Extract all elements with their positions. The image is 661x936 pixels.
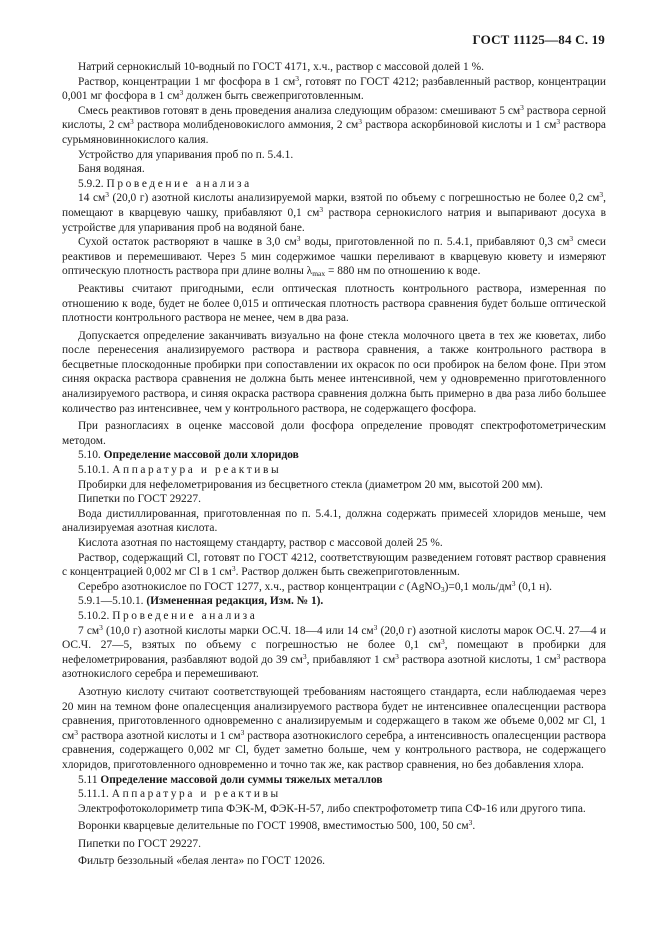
paragraph: Пипетки по ГОСТ 29227.: [78, 493, 201, 506]
paragraph: Реактивы считают пригодными, если оптическая плотность контрольного раствора, измеренная по отношению к воде, будет не более 0,015 и оптическая плотность раствора сравнения будет больше оптической плотности контрольного раствора не менее, чем в два раза.: [62, 282, 606, 325]
paragraph: При разногласиях в оценке массовой доли фосфора определение проводят спектрофотометрическим методом.: [62, 420, 606, 447]
section-heading: 5.9.2. Проведение анализа: [78, 177, 252, 190]
paragraph: Пипетки по ГОСТ 29227.: [78, 837, 201, 850]
paragraph: Кислота азотная по настоящему стандарту, раствор с массовой долей 25 %.: [78, 537, 443, 549]
paragraph: 7 $см^3$ (10,0 г) азотной кислоты марки ОС.Ч. 18—4 или 14 $см^3$ (20,0 г) азотной кислоты марок ОС.Ч. 27—4 и ОС.Ч. 27—5, взятых по объему с погрешностью не более 0,1 $см^3$, помещают в пробирки для нефелометрирования, разбавляют водой до 39 $см^3$, прибавляют 1 $см^3$ раствора азотной кислоты, 1 $см^3$ раствора азотнокислого серебра и перемешивают.: [62, 622, 607, 681]
section-heading: 5.11.1. Аппаратура и реактивы: [78, 788, 281, 801]
paragraph: Смесь реактивов готовят в день проведения анализа следующим образом: смешивают 5 $см^3$ раствора серной кислоты, 2 $см^3$ раствора молибденовокислого аммония, 2 $см^3$ раствора аскорбиновой кислоты и 1 $см^3$ раствора сурьмяновиннокислого калия.: [62, 102, 606, 146]
paragraph: Серебро азотнокислое по ГОСТ 1277, х.ч., раствор концентрации c (AgNO$_3$)=0,1 моль/$дм^3$ (0,1 н).: [78, 578, 552, 594]
amendment-note: 5.9.1—5.10.1. (Измененная редакция, Изм. № 1).: [78, 595, 324, 608]
paragraph: Пробирки для нефелометрирования из бесцветного стекла (диаметром 20 мм, высотой 200 мм).: [78, 478, 543, 491]
section-heading: 5.10.1. Аппаратура и реактивы: [78, 464, 282, 477]
paragraph: Раствор, концентрации 1 мг фосфора в 1 $см^3$, готовят по ГОСТ 4212; разбавленный раствор, концентрации 0,001 мг фосфора в 1 $см^3$ должен быть свежеприготовленным.: [62, 73, 606, 103]
paragraph: Устройство для упаривания проб по п. 5.4.1.: [78, 148, 294, 161]
paragraph: Натрий сернокислый 10-водный по ГОСТ 4171, х.ч., раствор с массовой долей 1 %.: [78, 61, 484, 73]
paragraph: Допускается определение заканчивать визуально на фоне стекла молочного цвета в тех же кюветах, либо после перенесения анализируемого раствора и раствора сравнения, а также контрольного раствора в бесцветные плоскодонные пробирки при сопоставлении их окрасок по оси пробирок на белом фоне. При этом синяя окраска раствора сравнения не должна быть менее интенсивной, чем у одновременно приготовленного анализируемого раствора, и синяя окраска раствора сравнения должна быть примерно в два раза либо большее количество раз интенсивнее, чем у контрольного раствора, не содержащего фосфора.: [62, 329, 606, 415]
paragraph: Раствор, содержащий Cl, готовят по ГОСТ 4212, соответствующим разведением готовят раствор сравнения с концентрацией 0,002 мг Cl в 1 $см^3$. Раствор должен быть свежеприготовленным.: [62, 551, 606, 579]
section-heading: 5.10. Определение массовой доли хлоридов: [78, 449, 299, 462]
document-body: [62, 60, 606, 869]
paragraph: 14 $см^3$ (20,0 г) азотной кислоты анализируемой марки, взятой по объему с погрешностью не более 0,2 $см^3$, помещают в кварцевую чашку, прибавляют 0,1 $см^3$ раствора сернокислого натрия и выпаривают досуха в устройстве для упаривания проб на водяной бане.: [62, 190, 606, 234]
page-header: ГОСТ 11125—84 С. 19: [472, 32, 605, 47]
section-heading: 5.10.2. Проведение анализа: [78, 609, 258, 622]
paragraph: Вода дистиллированная, приготовленная по п. 5.4.1, должна содержать примесей хлоридов меньше, чем анализируемая азотная кислота.: [62, 507, 606, 535]
paragraph: Фильтр беззольный «белая лента» по ГОСТ 12026.: [78, 855, 326, 868]
paragraph: Сухой остаток растворяют в чашке в 3,0 $см^3$ воды, приготовленной по п. 5.4.1, прибавляют 0,3 $см^3$ смеси реактивов и перемешивают. Через 5 мин содержимое чашки переливают в кварцевую кювету и измеряют оптическую плотность раствора при длине волны $\lambda_{max} = 880$ нм по отношению к воде.: [62, 234, 606, 279]
section-heading: 5.11 Определение массовой доли суммы тяжелых металлов: [78, 773, 383, 786]
paragraph: Воронки кварцевые делительные по ГОСТ 19908, вместимостью 500, 100, 50 $см^3$.: [78, 818, 476, 833]
paragraph: Электрофотоколориметр типа ФЭК-М, ФЭК-Н-57, либо спектрофотометр типа СФ-16 или другого типа.: [78, 802, 586, 815]
paragraph: Азотную кислоту считают соответствующей требованиям настоящего стандарта, если наблюдаемая через 20 мин на темном фоне опалесценция анализируемого раствора будет не интенсивнее опалесценции раствора сравнения, приготовленного одновременно с анализируемым и содержащего в таком же объеме 0,002 мг Cl, 1 $см^3$ раствора азотной кислоты и 1 $см^3$ раствора азотнокислого серебра, а интенсивность опалесценции раствора сравнения, содержащего 0,002 мг Cl, будет заметно больше, чем у контрольного раствора, не содержащего хлоридов, приготовленного одновременно и точно так же, как раствор сравнения, но без добавления хлора.: [62, 685, 606, 771]
paragraph: Баня водяная.: [78, 163, 145, 176]
